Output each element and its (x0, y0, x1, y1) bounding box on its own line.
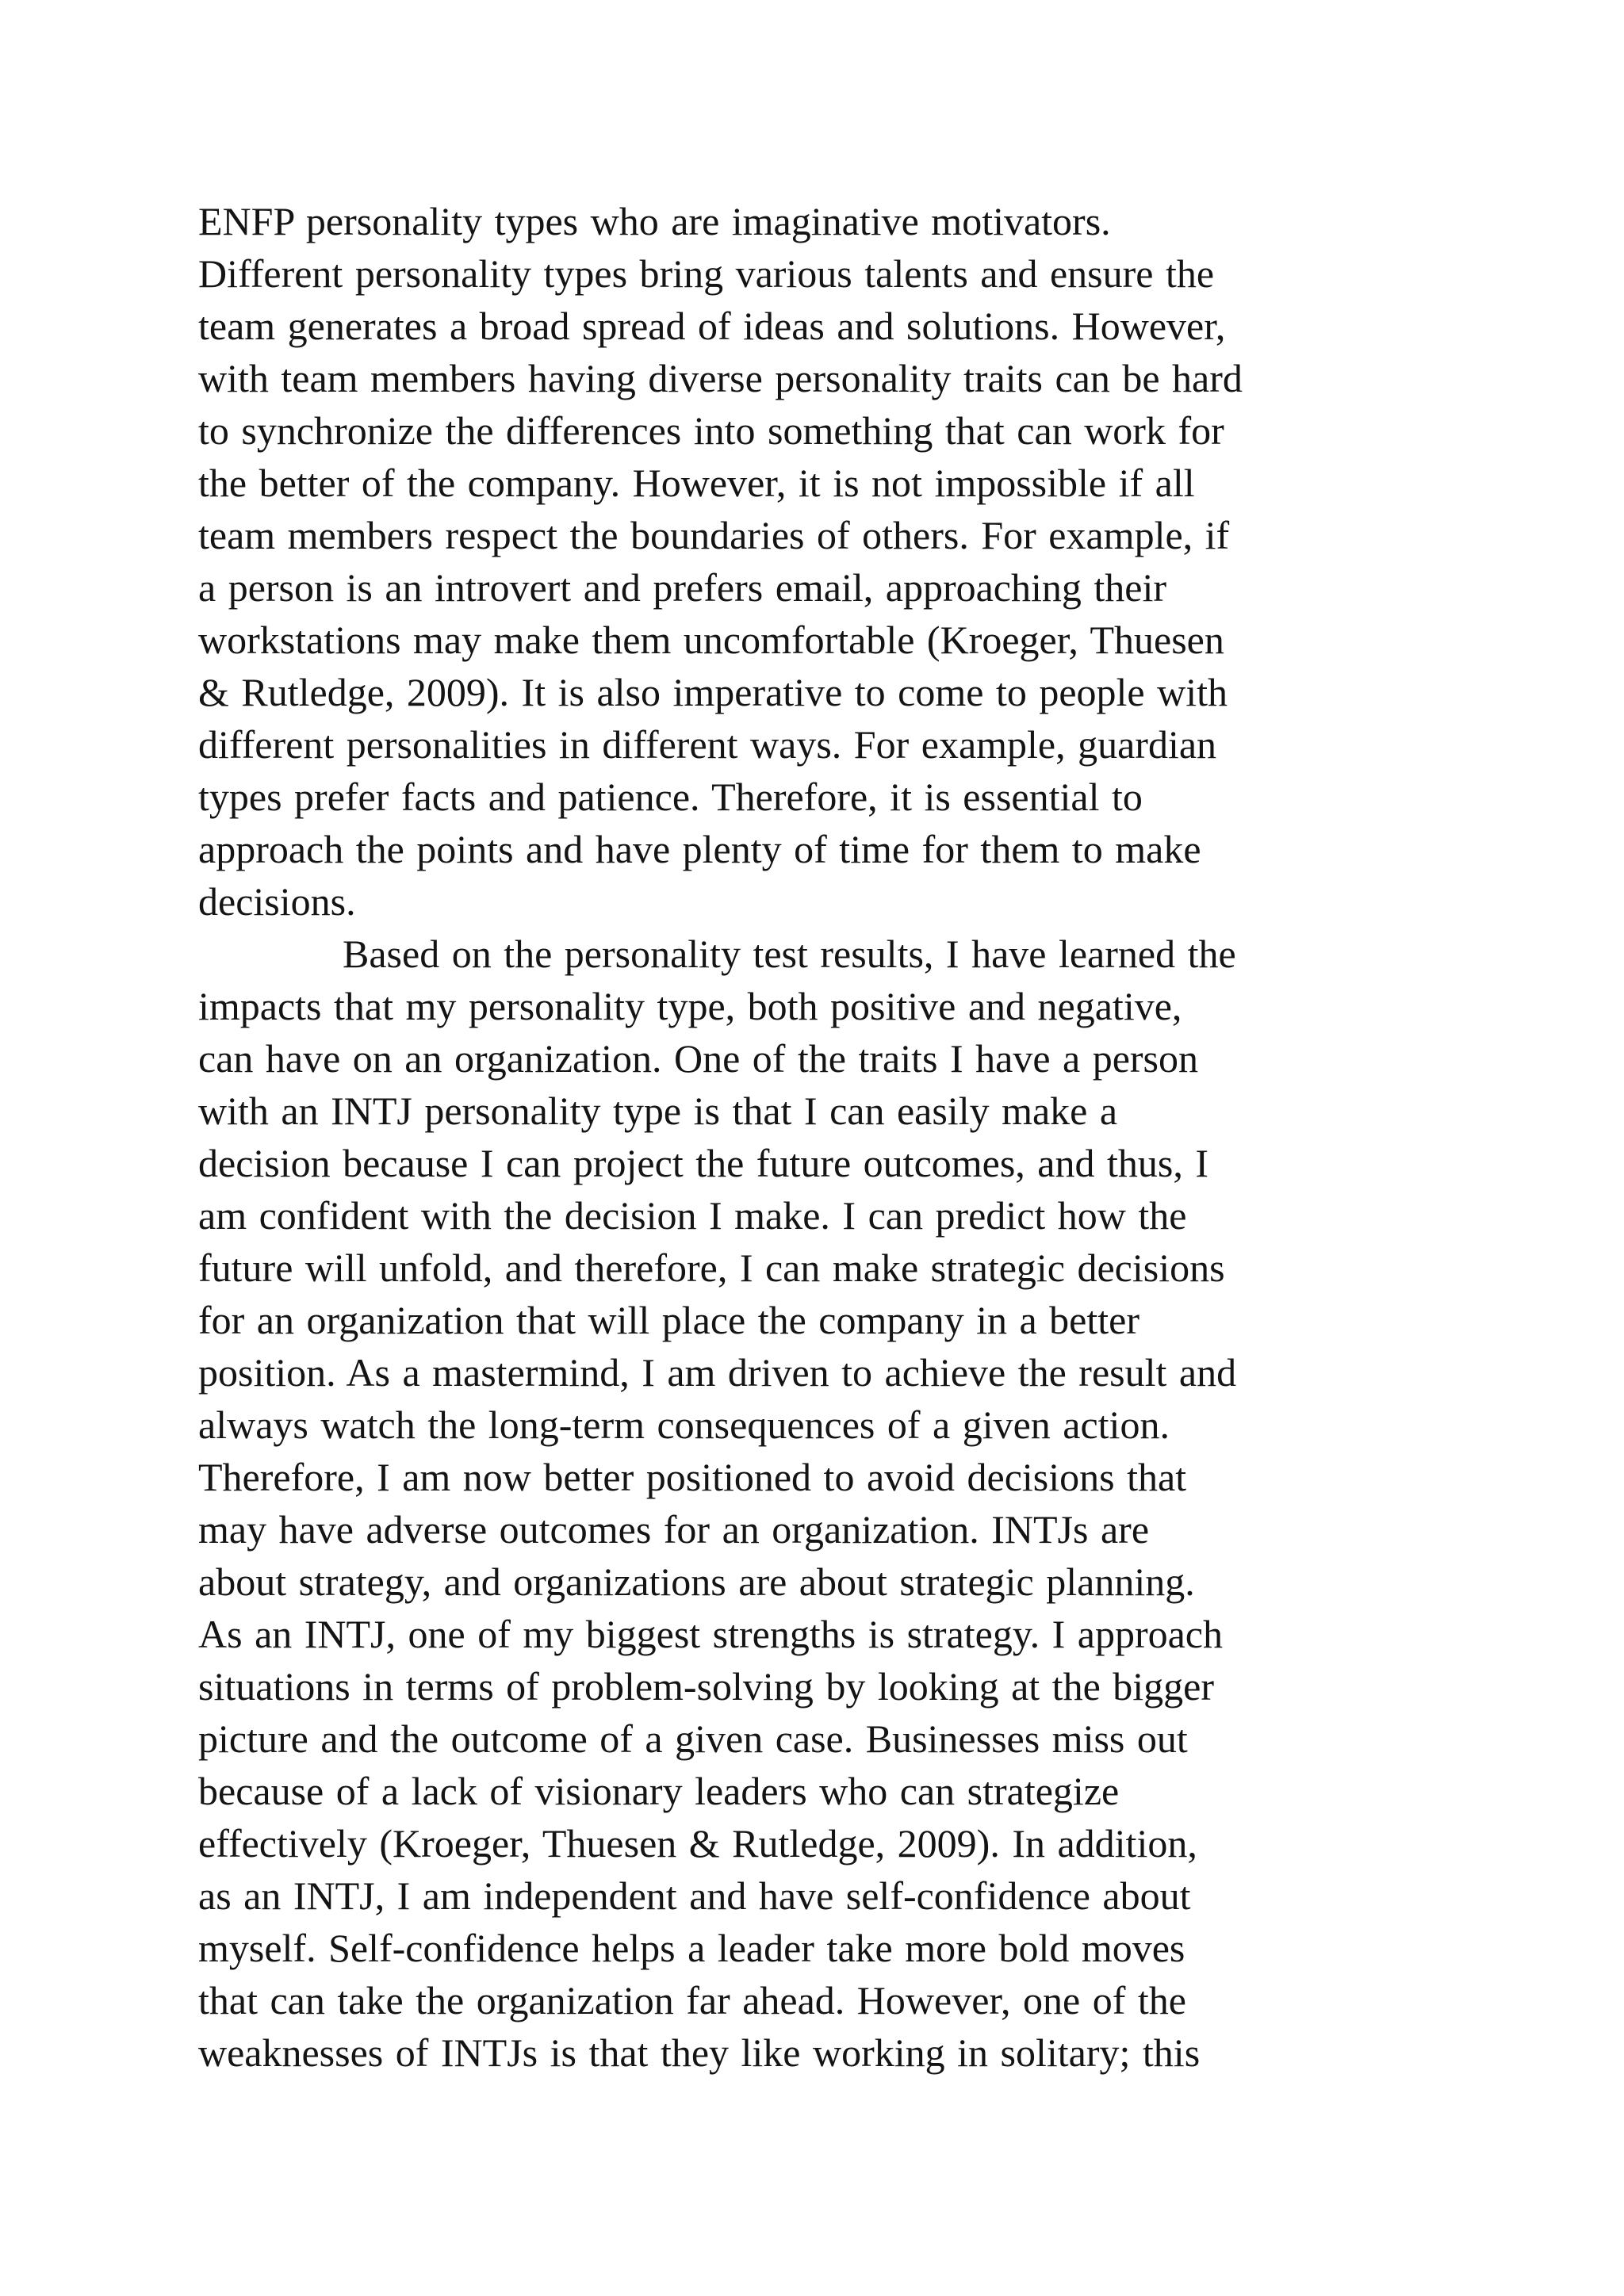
text-line: weaknesses of INTJs is that they like working in solitary; this (198, 2030, 1201, 2075)
text-line: Therefore, I am now better positioned to avoid decisions that (198, 1455, 1187, 1499)
text-line: approach the points and have plenty of time for them to make (198, 827, 1201, 871)
text-line: types prefer facts and patience. Therefore, it is essential to (198, 775, 1143, 819)
text-line: a person is an introvert and prefers email, approaching their (198, 565, 1166, 610)
text-line: can have on an organization. One of the traits I have a person (198, 1036, 1198, 1081)
text-line: for an organization that will place the company in a better (198, 1298, 1139, 1342)
text-line: decision because I can project the future outcomes, and thus, I (198, 1141, 1208, 1185)
text-line: situations in terms of problem-solving by looking at the bigger (198, 1664, 1215, 1709)
text-line: different personalities in different ways. For example, guardian (198, 722, 1217, 767)
text-line: to synchronize the differences into something that can work for (198, 408, 1224, 453)
text-line: myself. Self-confidence helps a leader take more bold moves (198, 1926, 1185, 1970)
text-line: about strategy, and organizations are about strategic planning. (198, 1559, 1195, 1604)
text-line: workstations may make them uncomfortable (Kroeger, Thuesen (198, 618, 1224, 662)
body-text (198, 195, 1467, 2079)
text-line: & Rutledge, 2009). It is also imperative to come to people with (198, 670, 1228, 714)
text-line: may have adverse outcomes for an organization. INTJs are (198, 1507, 1150, 1552)
text-line: with team members having diverse personality traits can be hard (198, 356, 1243, 400)
text-line: ENFP personality types who are imaginative motivators. (198, 199, 1111, 243)
text-line: the better of the company. However, it is not impossible if all (198, 461, 1195, 505)
text-line: Different personality types bring various talents and ensure the (198, 251, 1215, 296)
text-line: effectively (Kroeger, Thuesen & Rutledge, 2009). In addition, (198, 1821, 1197, 1866)
text-line: As an INTJ, one of my biggest strengths is strategy. I approach (198, 1612, 1223, 1656)
text-line: impacts that my personality type, both positive and negative, (198, 984, 1182, 1028)
text-line: am confident with the decision I make. I can predict how the (198, 1193, 1187, 1238)
text-line: team members respect the boundaries of others. For example, if (198, 513, 1230, 557)
text-line: always watch the long-term consequences of a given action. (198, 1402, 1170, 1447)
text-line: with an INTJ personality type is that I can easily make a (198, 1089, 1118, 1133)
text-line: position. As a mastermind, I am driven to achieve the result and (198, 1350, 1237, 1395)
text-line: as an INTJ, I am independent and have self-confidence about (198, 1873, 1191, 1918)
text-line: that can take the organization far ahead. However, one of the (198, 1978, 1186, 2022)
text-line: decisions. (198, 879, 356, 924)
text-line: team generates a broad spread of ideas and solutions. However, (198, 304, 1226, 348)
text-line: future will unfold, and therefore, I can make strategic decisions (198, 1246, 1225, 1290)
text-line: picture and the outcome of a given case. Businesses miss out (198, 1716, 1188, 1761)
paragraph-first-line: Based on the personality test results, I have learned the (343, 932, 1236, 976)
text-line: because of a lack of visionary leaders who can strategize (198, 1769, 1120, 1813)
